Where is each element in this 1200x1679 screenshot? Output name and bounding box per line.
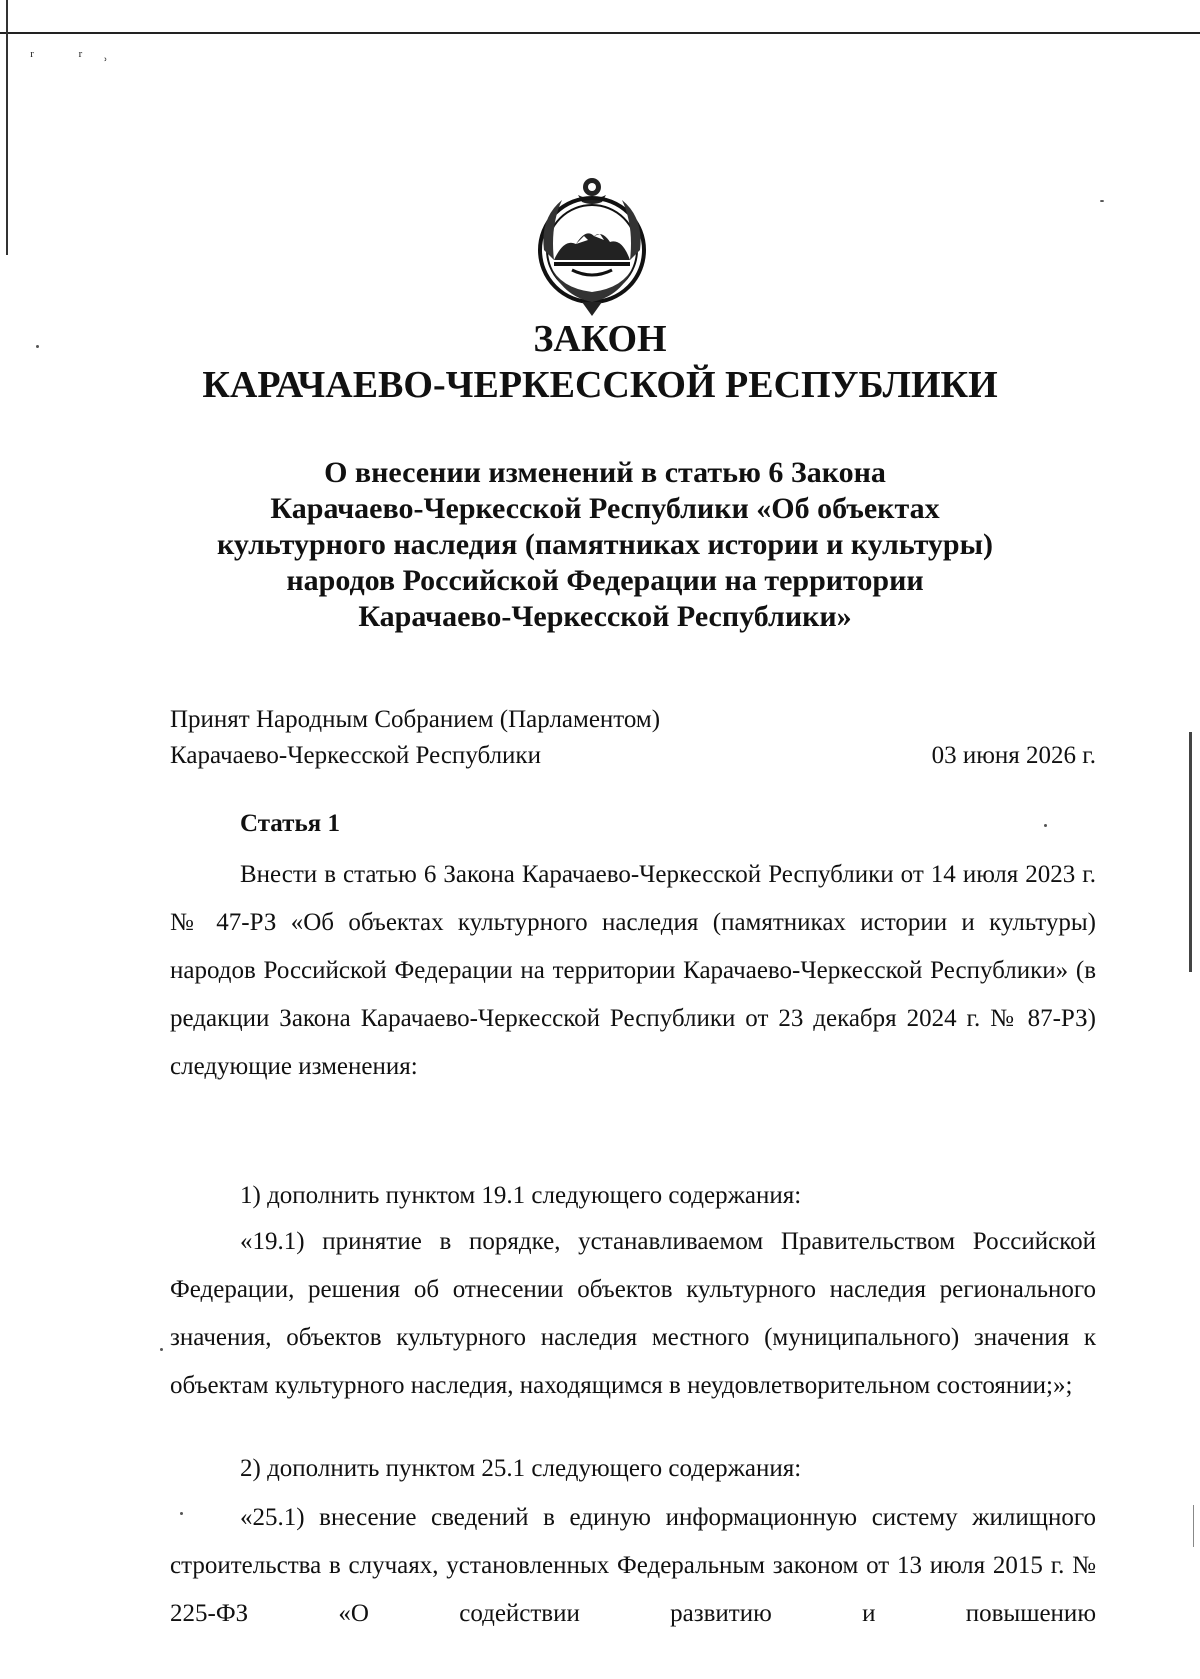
scan-border-left [6, 0, 8, 255]
scan-border-top [0, 0, 1200, 34]
subject-line: культурного наследия (памятниках истории и культуры) [216, 528, 994, 561]
issuing-authority-heading: КАРАЧАЕВО-ЧЕРКЕССКОЙ РЕСПУБЛИКИ [202, 364, 998, 406]
subject-line: Карачаево-Черкесской Республики «Об объектах [270, 492, 940, 525]
coat-of-arms-icon [532, 170, 652, 320]
document-type-heading: ЗАКОН [533, 318, 667, 360]
law-subject-title [180, 455, 1030, 635]
subject-line: Карачаево-Черкесской Республики» [358, 600, 852, 633]
subject-line: народов Российской Федерации на территории [286, 564, 924, 597]
paragraph-text: «25.1) внесение сведений в единую информационную систему жилищного строительства в случаях, установленных Федеральным законом от 13 июля 2015 г. № 225-ФЗ «О содействии развитию и повышению [170, 1504, 1096, 1627]
paragraph-text: 1) дополнить пунктом 19.1 следующего содержания: [240, 1182, 802, 1209]
scan-speck [160, 1348, 163, 1351]
paragraph-text: Внести в статью 6 Закона Карачаево-Черкесской Республики от 14 июля 2023 г. № 47-РЗ «Об объектах культурного наследия (памятниках истории и культуры) народов Российской Федерации на территории Карачаево-Черкесской Республики» (в редакции Закона Карачаево-Черкесской Республики от 23 декабря 2024 г. № 87-РЗ) следующие изменения: [170, 861, 1096, 1080]
scan-speck [1100, 200, 1104, 202]
scan-border-right-lower [1193, 1505, 1194, 1547]
article-heading: Статья 1 [240, 810, 340, 837]
item-2-intro [170, 1445, 1096, 1493]
adoption-statement [170, 702, 660, 774]
item-1-intro [170, 1172, 1096, 1220]
article-intro-paragraph [170, 851, 1096, 1091]
scan-artifacts: ʳ ʳ˒ [30, 46, 129, 66]
adoption-line: Принят Народным Собранием (Парламентом) [170, 706, 661, 733]
scan-speck [1044, 824, 1047, 827]
adoption-date: 03 июня 2026 г. [931, 742, 1096, 769]
scan-border-right [1189, 732, 1192, 972]
item-1-text [170, 1218, 1096, 1410]
paragraph-text: 2) дополнить пунктом 25.1 следующего содержания: [240, 1455, 802, 1482]
adoption-line: Карачаево-Черкесской Республики [170, 742, 541, 769]
subject-line: О внесении изменений в статью 6 Закона [324, 456, 886, 489]
paragraph-text: «19.1) принятие в порядке, устанавливаемом Правительством Российской Федерации, решения об отнесении объектов культурного наследия регионального значения, объектов культурного наследия местного (муниципального) значения к объектам культурного наследия, находящимся в неудовлетворительном состоянии;»; [170, 1228, 1096, 1399]
item-2-text [170, 1494, 1096, 1638]
